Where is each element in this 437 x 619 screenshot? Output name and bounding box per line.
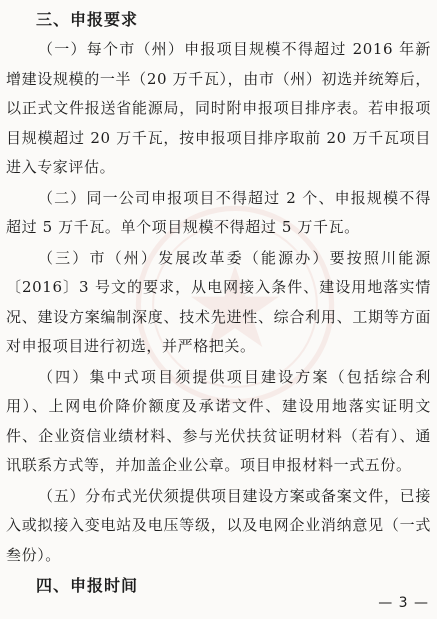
paragraph-4: （四）集中式项目须提供项目建设方案（包括综合利用）、上网电价降价额度及承诺文件、建设用地落实证明文件、企业资信业绩材料、参与光伏扶贫证明材料（若有）、通讯联系方式等，并加盖企业公章。项目申报材料一式五份。 [6,367,431,474]
section-heading-requirements: 三、申报要求 [36,10,139,29]
section-heading-time: 四、申报时间 [36,576,139,595]
document-body [6,4,431,601]
paragraph-3: （三）市（州）发展改革委（能源办）要按照川能源〔2016〕3 号文的要求，从电网接入条件、建设用地落实情况、建设方案编制深度、技术先进性、综合利用、工期等方面对申报项目进行初选，并严格把关。 [6,248,431,355]
page-number: — 3 — [378,595,429,611]
paragraph-2: （二）同一公司申报项目不得超过 2 个、申报规模不得超过 5 万千瓦。单个项目规模不得超过 5 万千瓦。 [6,188,431,236]
paragraph-1: （一）每个市（州）申报项目规模不得超过 2016 年新增建设规模的一半（20 万千瓦），由市（州）初选并统筹后，以正式文件报送省能源局，同时附申报项目排序表。若申报项目规模超过 20 万千瓦，按申报项目排序取前 20 万千瓦项目进入专家评估。 [6,40,431,176]
paragraph-5: （五）分布式光伏须提供项目建设方案或备案文件，已接入或拟接入变电站及电压等级，以及电网企业消纳意见（一式叁份）。 [6,486,431,564]
